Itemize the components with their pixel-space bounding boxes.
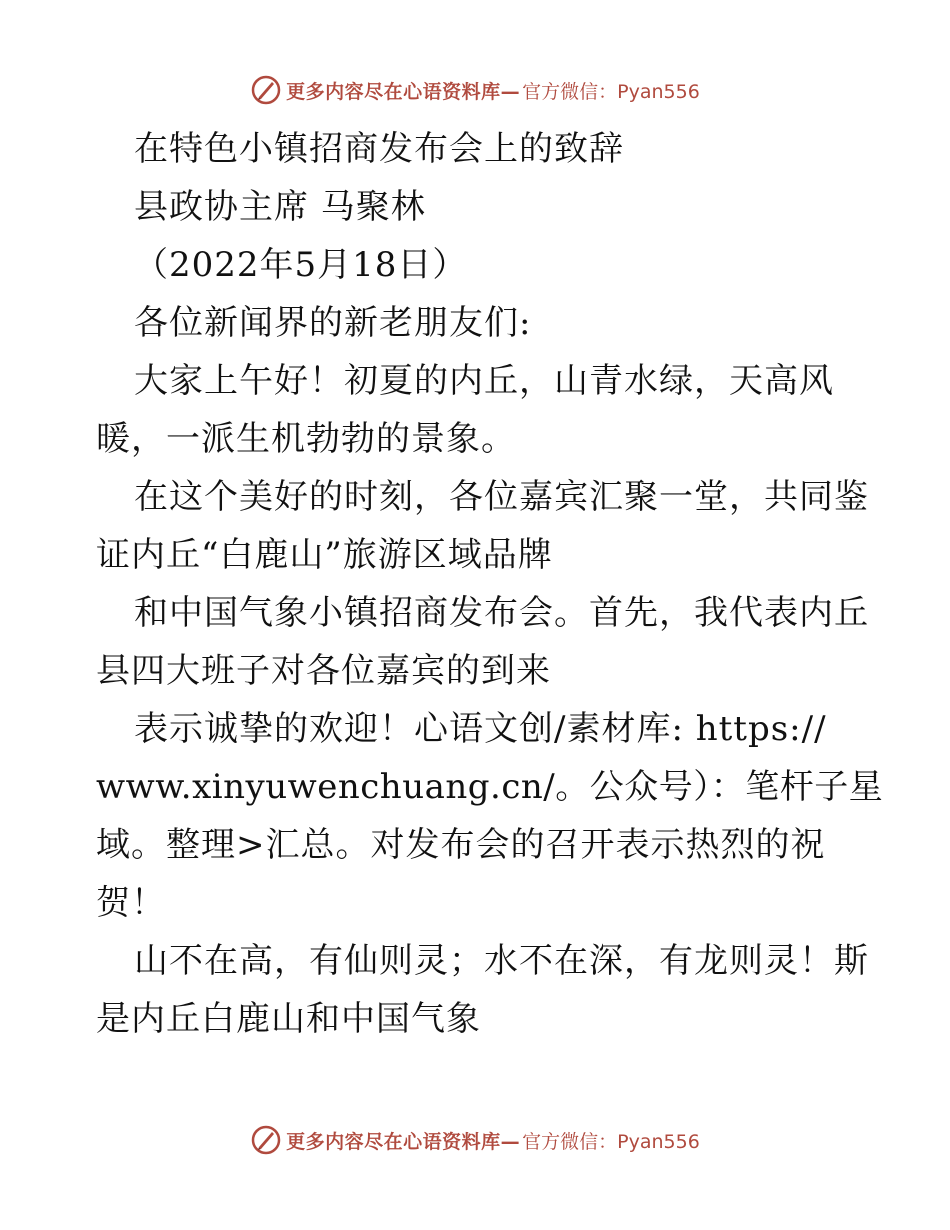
paragraph-line: 和中国气象小镇招商发布会。首先，我代表内丘 <box>134 593 869 633</box>
paragraph-line: 域。整理>汇总。对发布会的召开表示热烈的祝 <box>96 825 826 865</box>
quill-circle-icon <box>250 1124 282 1156</box>
banner-wechat: 官方微信：Pyan556 <box>522 80 700 103</box>
banner-wechat: 官方微信：Pyan556 <box>522 1130 700 1153</box>
paragraph-line: 山不在高，有仙则灵；水不在深，有龙则灵！斯 <box>134 941 869 981</box>
paragraph-line: 县四大班子对各位嘉宾的到来 <box>96 651 551 691</box>
paragraph-line: 大家上午好！初夏的内丘，山青水绿，天高风 <box>134 361 834 401</box>
footer-banner <box>0 1120 950 1160</box>
banner-text: 更多内容尽在心语资料库— <box>286 80 521 103</box>
document-body <box>96 120 884 1048</box>
paragraph-line: www.xinyuwenchuang.cn/。公众号）：笔杆子星 <box>96 767 884 807</box>
paragraph-line: 暖，一派生机勃勃的景象。 <box>96 419 516 459</box>
header-banner <box>0 70 950 110</box>
document-title: 在特色小镇招商发布会上的致辞 <box>134 129 624 169</box>
paragraph-line: 是内丘白鹿山和中国气象 <box>96 999 481 1039</box>
document-author: 县政协主席 马聚林 <box>134 187 426 227</box>
paragraph-line: 在这个美好的时刻，各位嘉宾汇聚一堂，共同鉴 <box>134 477 869 517</box>
paragraph-line: 贺！ <box>96 883 166 923</box>
document-date: （2022年5月18日） <box>134 245 468 285</box>
paragraph-line: 证内丘“白鹿山”旅游区域品牌 <box>96 535 553 575</box>
document-salutation: 各位新闻界的新老朋友们: <box>134 303 532 343</box>
paragraph-line: 表示诚挚的欢迎！心语文创/素材库: https:// <box>134 709 827 749</box>
quill-circle-icon <box>250 74 282 106</box>
banner-text: 更多内容尽在心语资料库— <box>286 1130 521 1153</box>
